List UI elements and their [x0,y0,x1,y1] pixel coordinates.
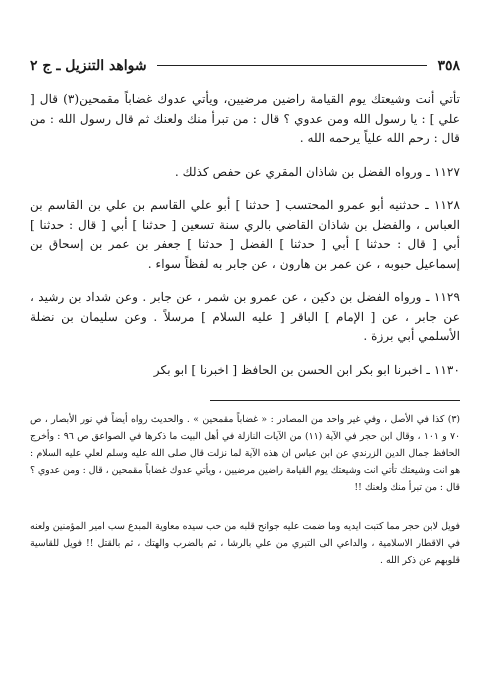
paragraph-1127: ١١٢٧ ـ ورواه الفضل بن شاذان المقري عن حفص كذلك . [174,164,460,179]
page-number: ٣٥٨ [437,58,460,74]
footnote-3: (٣) كذا في الأصل ، وفي غير واحد من المصادر : « غضاباً مقمحين » . والحديث رواه أيضاً في نور الأبصار ، ص ٧٠ و ١٠١ ، وقال ابن حجر في الآية (١١) من الآيات النازلة في أهل البيت ما ذكرها في الصواعق ص ٩٦ : وأخرج الحافظ جمال الدين الزرندي عن ابن عباس ان هذه الآية لما نزلت قال صلى الله عليه وسلم لعلي عليه السلام : هو انت وشيعتك تأتي انت وشيعتك يوم القيامة راضين مرضيين ، ويأتي عدوك غضاباً مقمحين ، قال : ومن عدوي ؟ قال : من تبرأ منك ولعنك !! [30,414,461,493]
running-header [30,58,460,80]
editor-comment: فويل لابن حجر مما كتبت ايديه وما ضمت عليه جوانح قلبه من حب سيده معاوية المبدع سب امير المؤمنين ولعنه في الاقطار الاسلامية ، والداعي الى التبري من علي بالرشا ، ثم بالضرب والهتك ، ثم بالقتل !! فويل للقاسية قلوبهم عن ذكر الله . [30,521,460,566]
paragraph-continuation: تأتي أنت وشيعتك يوم القيامة راضين مرضيين، ويأتي عدوك غضاباً مقمحين(٣) قال [ علي ] : يا رسول الله ومن عدوي ؟ قال : من تبرأ منك ولعنك ثم قال رسول الله : من قال : رحم الله علياً يرحمه الله . [30,92,460,145]
footnote-separator [210,400,460,401]
paragraph-1128: ١١٢٨ ـ حدثنيه أبو عمرو المحتسب [ حدثنا ] أبو علي القاسم بن علي بن القاسم بن العباس ، والفضل بن شاذان القاضي بالري سنة تسعين [ حدثنا ] أبي [ قال : حدثنا ] أبي [ قال : حدثنا ] أبي [ حدثنا ] الفضل [ حدثنا ] جعفر بن عمر بن إسحاق بن إسماعيل حبوبه ، عن عمر بن هارون ، عن جابر به لفظاً سواء . [30,198,460,271]
header-rule [157,65,428,66]
footnotes [30,411,460,569]
paragraph-1130: ١١٣٠ ـ اخبرنا ابو بكر ابن الحسن بن الحافظ [ اخبرنا ] ابو بكر [153,362,460,377]
running-title: شواهد التنزيل ـ ج ٢ [30,58,147,74]
main-text [30,90,460,380]
paragraph-1129: ١١٢٩ ـ ورواه الفضل بن دكين ، عن عمرو بن شمر ، عن جابر . وعن شداد بن رشيد ، عن جابر ، عن [ الإمام ] الباقر [ عليه السلام ] مرسلاً . وعن سليمان بن نضلة الأسلمي أبي برزة . [30,290,460,343]
